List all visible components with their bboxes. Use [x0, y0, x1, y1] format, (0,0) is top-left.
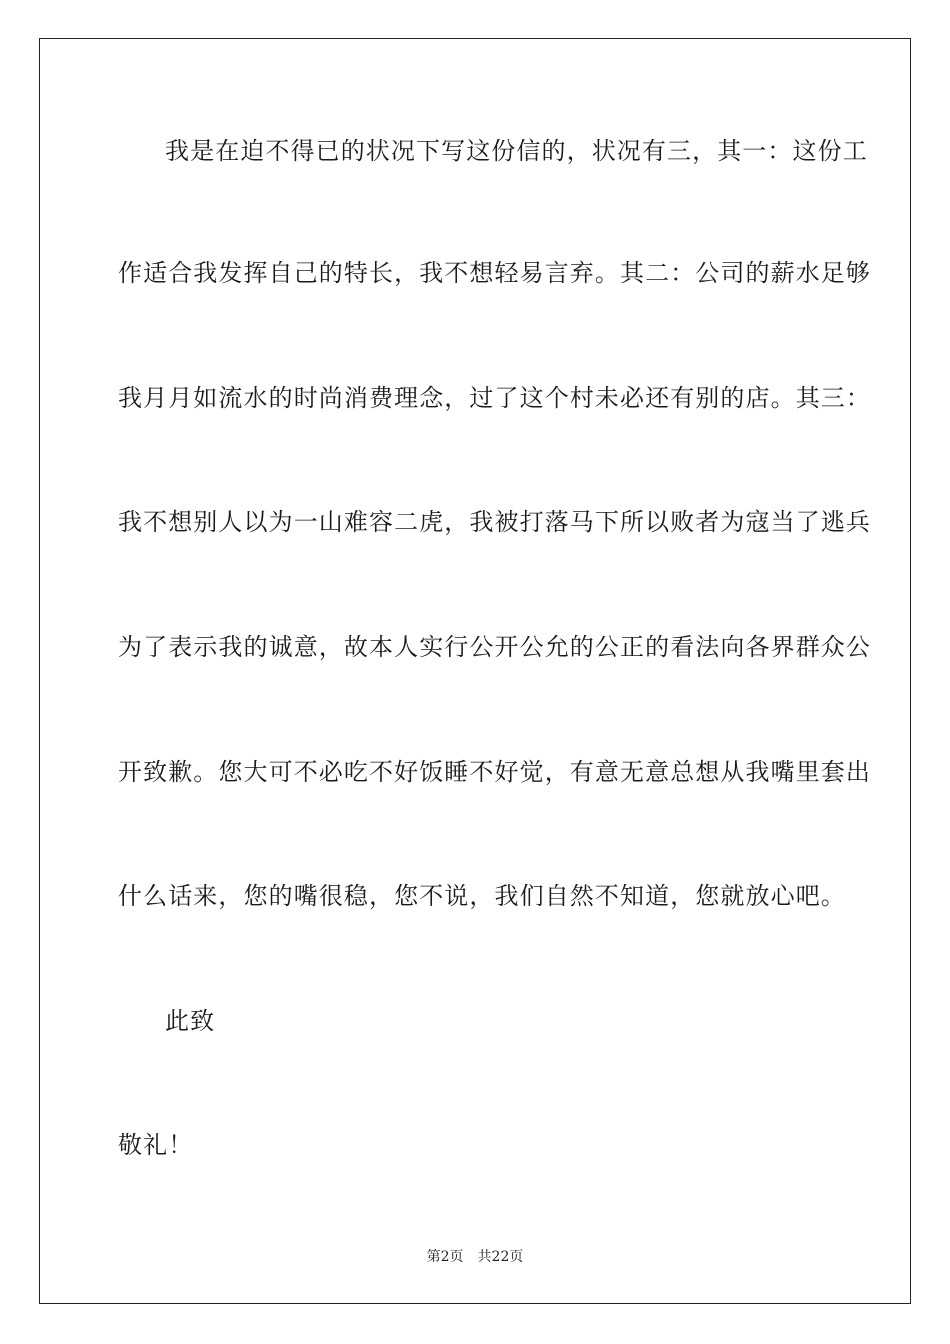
total-pages: 共22页 [477, 1249, 524, 1265]
salutation-text: 敬礼！ [118, 1131, 194, 1159]
paragraph-line-4: 我不想别人以为一山难容二虎，我被打落马下所以败者为寇当了逃兵 [118, 508, 871, 536]
paragraph-line-2: 作适合我发挥自己的特长，我不想轻易言弃。其二：公司的薪水足够 [118, 259, 871, 287]
page-border [39, 38, 911, 1304]
page-number: 第2页 [426, 1249, 464, 1265]
paragraph-line-6: 开致歉。您大可不必吃不好饭睡不好觉，有意无意总想从我嘴里套出 [118, 758, 871, 786]
paragraph-line-1: 我是在迫不得已的状况下写这份信的，状况有三，其一：这份工 [165, 137, 868, 165]
closing-text: 此致 [165, 1007, 216, 1035]
paragraph-line-7: 什么话来，您的嘴很稳，您不说，我们自然不知道，您就放心吧。 [118, 882, 846, 910]
paragraph-line-5: 为了表示我的诚意，故本人实行公开公允的公正的看法向各界群众公 [118, 633, 871, 661]
page-footer [0, 1247, 950, 1267]
paragraph-line-3: 我月月如流水的时尚消费理念，过了这个村未必还有别的店。其三： [118, 384, 871, 412]
